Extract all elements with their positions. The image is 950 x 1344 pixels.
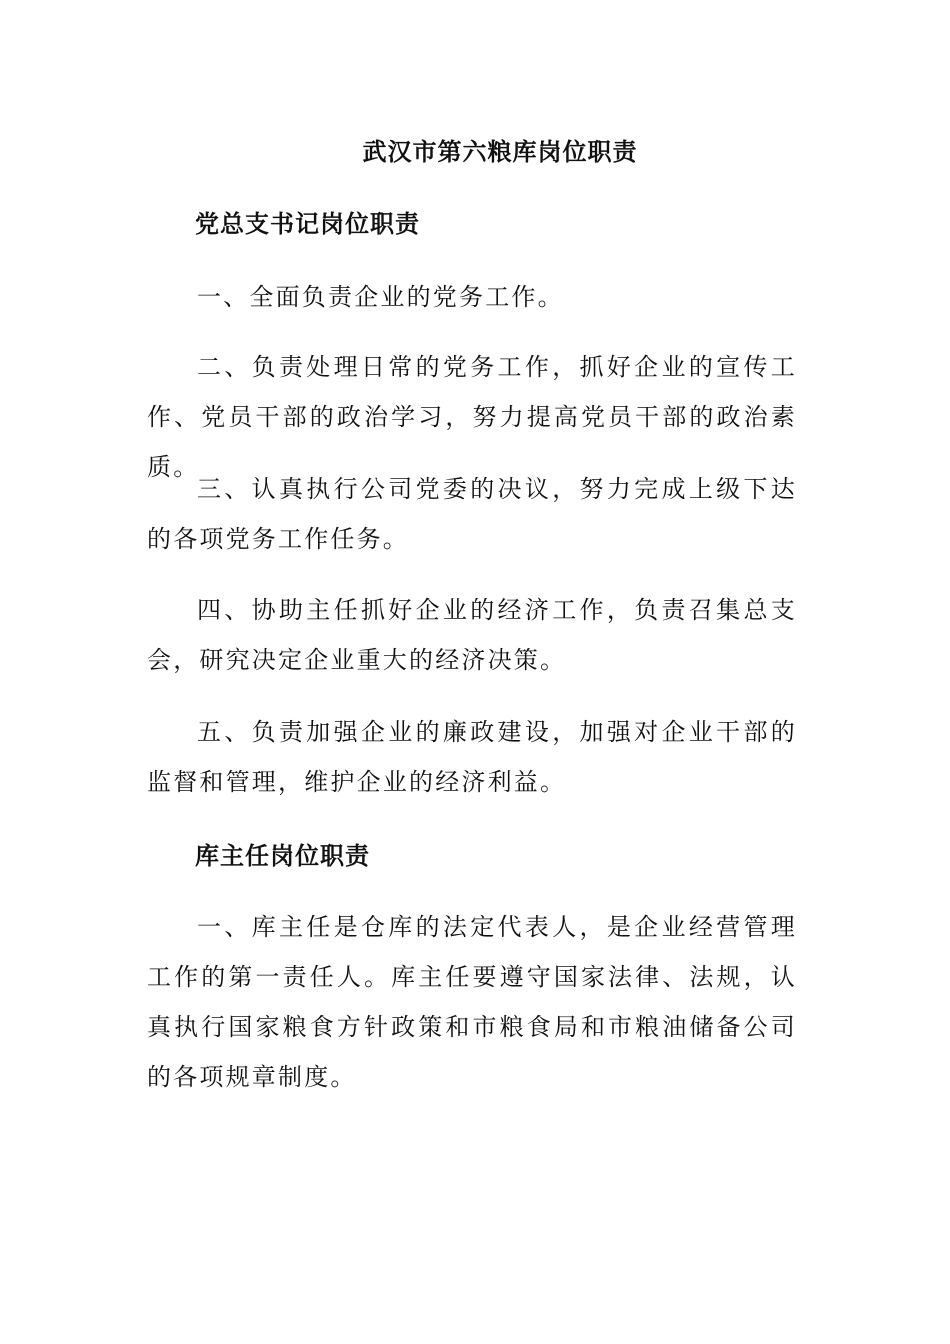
paragraph-2: 二、负责处理日常的党务工作，抓好企业的宣传工作、党员干部的政治学习，努力提高党员干部的政治素质。 — [147, 353, 797, 481]
section-heading-party-secretary: 党总支书记岗位职责 — [195, 209, 420, 238]
paragraph-3: 三、认真执行公司党委的决议，努力完成上级下达的各项党务工作任务。 — [147, 475, 797, 553]
document-title: 武汉市第六粮库岗位职责 — [362, 137, 638, 166]
section-heading-depot-director: 库主任岗位职责 — [195, 841, 370, 870]
paragraph-4: 四、协助主任抓好企业的经济工作，负责召集总支会，研究决定企业重大的经济决策。 — [147, 596, 797, 674]
paragraph-6: 一、库主任是仓库的法定代表人，是企业经营管理工作的第一责任人。库主任要遵守国家法律、法规，认真执行国家粮食方针政策和市粮食局和市粮油储备公司的各项规章制度。 — [147, 913, 797, 1091]
paragraph-1: 一、全面负责企业的党务工作。 — [197, 283, 564, 311]
paragraph-5: 五、负责加强企业的廉政建设，加强对企业干部的监督和管理，维护企业的经济利益。 — [147, 718, 797, 796]
